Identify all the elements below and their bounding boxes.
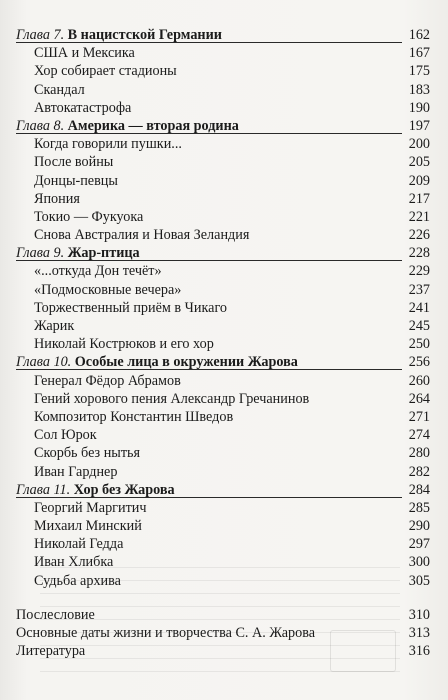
chapter-label: Глава 9. <box>16 245 65 262</box>
chapter-heading <box>16 353 430 371</box>
entry-title: Михаил Минский <box>34 518 142 535</box>
toc-entry <box>16 62 430 80</box>
heading-underline <box>16 369 402 370</box>
toc-entry <box>16 535 430 553</box>
toc-entry <box>16 172 430 190</box>
page-number: 228 <box>408 245 430 262</box>
entry-title: Скорбь без нытья <box>34 445 141 462</box>
spacer <box>16 590 430 606</box>
toc-entry <box>16 317 430 335</box>
chapter-title: Америка — вторая родина <box>67 117 239 134</box>
entry-title: Япония <box>34 190 80 207</box>
entry-title: Иван Хлибка <box>34 554 114 571</box>
toc-entry <box>16 408 430 426</box>
page-number: 271 <box>408 408 430 425</box>
page-number: 297 <box>408 536 430 553</box>
toc-entry <box>16 390 430 408</box>
entry-title: Торжественный приём в Чикаго <box>34 299 228 316</box>
entry-title: «...откуда Дон течёт» <box>34 263 162 280</box>
toc-entry <box>16 444 430 462</box>
page-number: 217 <box>408 190 430 207</box>
page-number: 284 <box>408 481 430 498</box>
entry-title: Когда говорили пушки... <box>34 136 182 153</box>
page-number: 205 <box>408 154 430 171</box>
entry-title: Хор собирает стадионы <box>34 63 177 80</box>
entry-title: Николай Кострюков и его хор <box>34 336 214 353</box>
toc-entry <box>16 226 430 244</box>
chapter-label: Глава 10. <box>16 354 72 371</box>
entry-title: Николай Гедда <box>34 536 124 553</box>
heading-underline <box>16 133 402 134</box>
page-number: 264 <box>408 390 430 407</box>
toc-entry <box>16 262 430 280</box>
entry-title: Литература <box>16 643 86 660</box>
toc-entry <box>16 426 430 444</box>
page-number: 175 <box>408 63 430 80</box>
page-number: 260 <box>408 372 430 389</box>
page-number: 226 <box>408 227 430 244</box>
page-number: 237 <box>408 281 430 298</box>
chapter-title: В нацистской Германии <box>67 27 222 43</box>
toc-entry <box>16 208 430 226</box>
entry-title: «Подмосковные вечера» <box>34 281 182 298</box>
page-number: 167 <box>408 45 430 62</box>
entry-title: Послесловие <box>16 606 95 623</box>
chapter-label: Глава 7. <box>16 27 65 43</box>
entry-title: Донцы-певцы <box>34 172 118 189</box>
heading-underline <box>16 260 402 261</box>
entry-title: Снова Австралия и Новая Зеландия <box>34 227 250 244</box>
page-number: 190 <box>408 99 430 116</box>
heading-underline <box>16 42 402 43</box>
toc-entry <box>16 281 430 299</box>
page-number: 305 <box>408 572 430 589</box>
entry-title: Судьба архива <box>34 572 121 589</box>
entry-title: Жарик <box>34 318 75 334</box>
page-number: 280 <box>408 445 430 462</box>
page-number: 250 <box>408 336 430 353</box>
page-number: 245 <box>408 318 430 334</box>
toc-entry <box>16 517 430 535</box>
page-number: 290 <box>408 518 430 535</box>
chapter-heading <box>16 26 430 44</box>
toc-entry <box>16 135 430 153</box>
entry-title: Автокатастрофа <box>34 99 132 116</box>
entry-title: Гений хорового пения Александр Гречанинов <box>34 390 310 407</box>
page-number: 200 <box>408 136 430 153</box>
toc-entry <box>16 81 430 99</box>
toc-entry <box>16 642 430 660</box>
page-number: 256 <box>408 354 430 371</box>
entry-title: Токио — Фукуока <box>34 208 144 225</box>
entry-title: Генерал Фёдор Абрамов <box>34 372 181 389</box>
page-number: 300 <box>408 554 430 571</box>
entry-title: США и Мексика <box>34 45 135 62</box>
toc-entry <box>16 44 430 62</box>
page-number: 285 <box>408 499 430 516</box>
entry-title: Композитор Константин Шведов <box>34 408 234 425</box>
chapter-title: Особые лица в окружении Жарова <box>74 354 298 371</box>
page-number: 274 <box>408 427 430 444</box>
chapter-title: Жар-птица <box>67 245 140 262</box>
page-number: 197 <box>408 117 430 134</box>
entry-title: Скандал <box>34 81 85 98</box>
toc-entry <box>16 572 430 590</box>
table-of-contents <box>16 26 430 660</box>
page-number: 221 <box>408 208 430 225</box>
entry-title: Георгий Маргитич <box>34 499 147 516</box>
page-number: 282 <box>408 463 430 480</box>
page-number: 209 <box>408 172 430 189</box>
toc-entry <box>16 624 430 642</box>
toc-entry <box>16 99 430 117</box>
page-number: 310 <box>408 606 430 623</box>
page-number: 316 <box>408 643 430 660</box>
toc-entry <box>16 553 430 571</box>
chapter-title: Хор без Жарова <box>73 481 175 498</box>
chapter-heading <box>16 481 430 499</box>
toc-entry <box>16 190 430 208</box>
toc-entry <box>16 153 430 171</box>
page-number: 313 <box>408 625 430 641</box>
heading-underline <box>16 497 402 498</box>
toc-entry <box>16 299 430 317</box>
chapter-heading <box>16 117 430 135</box>
page-number: 241 <box>408 299 430 316</box>
chapter-heading <box>16 244 430 262</box>
page-number: 162 <box>408 27 430 43</box>
toc-entry <box>16 335 430 353</box>
toc-entry <box>16 499 430 517</box>
chapter-label: Глава 8. <box>16 117 65 134</box>
toc-entry <box>16 463 430 481</box>
entry-title: Сол Юрок <box>34 427 97 444</box>
toc-entry <box>16 372 430 390</box>
entry-title: Основные даты жизни и творчества С. А. Жарова <box>16 625 316 641</box>
entry-title: После войны <box>34 154 114 171</box>
entry-title: Иван Гарднер <box>34 463 118 480</box>
page-number: 183 <box>408 81 430 98</box>
toc-entry <box>16 606 430 624</box>
chapter-label: Глава 11. <box>16 481 71 498</box>
page-number: 229 <box>408 263 430 280</box>
